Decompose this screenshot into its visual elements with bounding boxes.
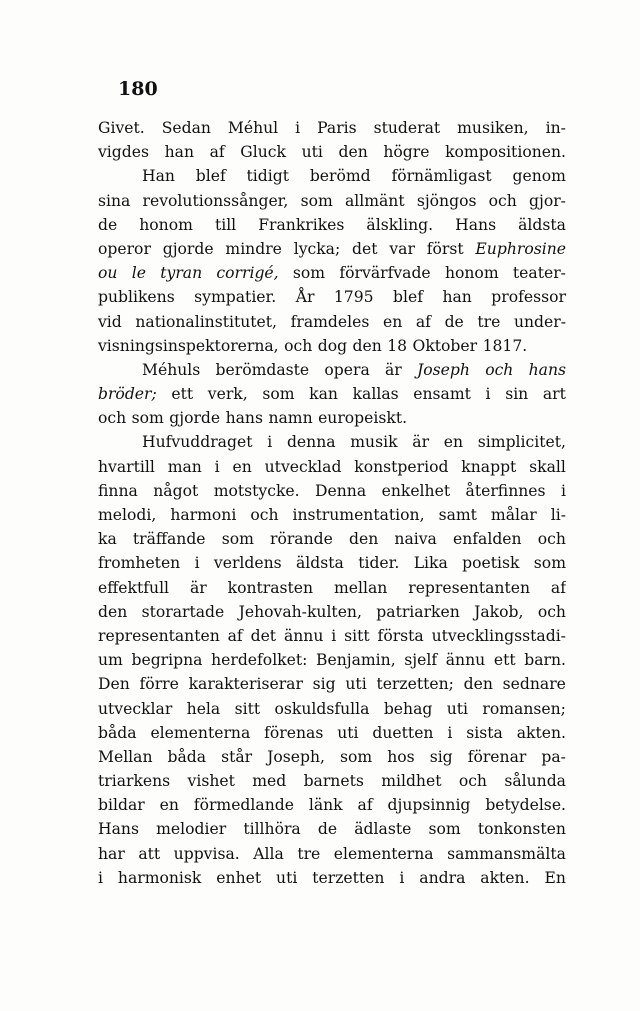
word: och — [250, 506, 279, 524]
word: Lika — [413, 554, 448, 573]
word: de — [98, 215, 118, 234]
text-line — [98, 213, 566, 237]
word: Gluck — [240, 143, 286, 162]
word: En — [544, 868, 566, 887]
word: elementerna — [150, 723, 251, 742]
body-text — [98, 116, 566, 890]
word: är — [189, 578, 207, 597]
word: i — [295, 119, 301, 137]
text-line — [98, 430, 566, 454]
word: gjorde — [169, 409, 221, 428]
word: gjor- — [529, 191, 566, 210]
word: träffande — [132, 530, 206, 549]
word: representanten — [408, 578, 530, 597]
word: vishet — [187, 772, 235, 791]
word: ett — [493, 651, 516, 670]
word: först — [426, 239, 464, 258]
text-line — [98, 817, 566, 841]
page-number: 180 — [118, 78, 158, 100]
word: tillhöra — [243, 820, 301, 839]
word: allmänt — [344, 191, 405, 210]
word: opera — [324, 360, 370, 379]
word: båda — [167, 747, 207, 766]
word: ou — [98, 264, 118, 283]
word: hos — [387, 747, 415, 766]
word: en — [382, 312, 403, 331]
word: Hans — [455, 215, 497, 234]
word: simplicitet, — [477, 433, 566, 452]
word: att — [138, 844, 161, 863]
word: i — [485, 385, 491, 404]
text-line — [98, 551, 566, 575]
word: tre — [297, 844, 321, 863]
word: som — [292, 264, 326, 283]
word: terzetten; — [376, 675, 454, 694]
text-line — [98, 455, 566, 479]
text-line — [98, 624, 566, 648]
word: tyran — [160, 264, 203, 283]
word: Mellan — [98, 747, 153, 766]
word: uti — [337, 723, 359, 742]
word: och — [284, 336, 313, 355]
word: operor — [98, 239, 151, 258]
word: melodier — [156, 820, 227, 839]
word: barnets — [303, 772, 364, 791]
word: sin — [505, 385, 529, 404]
word: ännu — [283, 626, 324, 645]
word: af — [209, 143, 225, 162]
word: han — [442, 288, 472, 307]
word: corrigé, — [216, 264, 279, 283]
word: Joseph — [417, 360, 470, 379]
word: i — [331, 626, 337, 645]
word: professor — [491, 288, 566, 307]
word: tidigt — [246, 167, 290, 186]
word: förenas — [264, 723, 324, 742]
word: berömd — [309, 167, 371, 186]
text-line — [98, 116, 566, 140]
word: Denna — [315, 481, 367, 500]
word: akten. — [516, 723, 566, 742]
word: rörande — [270, 530, 333, 549]
word: honom — [444, 264, 499, 283]
text-line — [98, 842, 566, 866]
word: uti — [345, 675, 367, 694]
word: älskling. — [366, 215, 434, 234]
text-line — [98, 769, 566, 793]
word: och — [458, 772, 487, 791]
word: sjelf — [404, 651, 438, 670]
word: denna — [286, 433, 336, 452]
word: romansen; — [482, 699, 566, 718]
word: li- — [550, 506, 566, 524]
word: uti — [446, 699, 469, 718]
word: något — [153, 481, 199, 500]
word: berömdaste — [215, 360, 310, 379]
word: sig — [429, 747, 453, 766]
word: är — [412, 433, 430, 452]
word: fromheten — [98, 554, 181, 573]
word: utvecklar — [98, 699, 173, 718]
word: som — [300, 191, 333, 210]
word: harmoni — [170, 506, 237, 524]
word: in- — [545, 119, 566, 137]
word: de — [317, 820, 338, 839]
word: länk — [308, 796, 343, 815]
word: oskuldsfulla — [274, 699, 370, 718]
word: sympatier. — [194, 288, 277, 307]
word: Den — [98, 675, 130, 694]
word: Sedan — [161, 119, 211, 137]
word: mindre — [225, 239, 282, 258]
word: barn. — [524, 651, 566, 670]
word: hvartill — [98, 457, 155, 476]
text-line — [98, 721, 566, 745]
word: verldens — [213, 554, 282, 573]
word: duetten — [372, 723, 434, 742]
word: förre — [139, 675, 179, 694]
word: konstperiod — [354, 457, 449, 476]
word: hans — [528, 360, 566, 379]
word: som — [533, 554, 566, 573]
word: en — [232, 457, 252, 476]
text-line — [98, 358, 566, 382]
word: namn — [268, 409, 313, 428]
word: enkelhet — [381, 481, 451, 500]
word: ett — [171, 385, 194, 404]
word: verk, — [207, 385, 248, 404]
word: lycka; — [293, 239, 341, 258]
word: som — [340, 747, 373, 766]
word: uppvisa. — [173, 844, 240, 863]
word: första — [377, 626, 424, 645]
word: kallas — [352, 385, 399, 404]
word: högre — [383, 143, 430, 162]
word: Han — [142, 167, 175, 186]
word: den — [352, 336, 382, 355]
word: mildhet — [381, 772, 442, 791]
word: Jakob, — [474, 602, 524, 621]
word: Méhul — [227, 119, 279, 137]
word: nationalinstitutet, — [135, 312, 278, 331]
text-line — [98, 576, 566, 600]
word: betydelse. — [485, 796, 566, 815]
word: han — [164, 143, 194, 162]
word: enfalden — [453, 530, 522, 549]
word: i — [267, 433, 273, 452]
word: genom — [512, 167, 566, 186]
word: studerat — [373, 119, 441, 137]
word: af — [227, 626, 243, 645]
word: förvärfvade — [339, 264, 431, 283]
word: Benjamin, — [316, 651, 396, 670]
word: är — [385, 360, 402, 379]
word: utvecklingsstadi- — [431, 626, 566, 645]
word: publikens — [98, 288, 175, 307]
word: 18 — [387, 336, 408, 355]
word: samt — [438, 506, 477, 524]
word: kan — [309, 385, 338, 404]
text-line — [98, 648, 566, 672]
word: honom — [139, 215, 193, 234]
word: effektfull — [98, 578, 170, 597]
word: och — [537, 530, 566, 549]
word: i — [447, 723, 453, 742]
text-line — [98, 672, 566, 696]
word: i — [98, 868, 103, 887]
text-line — [98, 189, 566, 213]
word: um — [98, 651, 123, 670]
word: af — [550, 578, 566, 597]
word: skall — [529, 457, 566, 476]
text-line — [98, 697, 566, 721]
text-line — [98, 527, 566, 551]
word: förnämligast — [391, 167, 492, 186]
word: i — [194, 554, 200, 573]
word: och — [485, 360, 514, 379]
word: af — [357, 796, 373, 815]
word: i — [214, 457, 220, 476]
word: hans — [225, 409, 263, 428]
text-line — [98, 866, 566, 890]
word: uti — [276, 868, 298, 887]
word: ka — [98, 530, 117, 549]
word: sammansmälta — [447, 844, 566, 863]
word: en — [443, 433, 464, 452]
text-line — [98, 479, 566, 503]
word: Oktober — [412, 336, 478, 355]
word: vigdes — [98, 143, 149, 162]
word: visningsinspektorerna, — [98, 336, 279, 355]
word: kontrasten — [227, 578, 314, 597]
word: 1795 — [333, 288, 374, 307]
word: sina — [98, 191, 131, 210]
text-line — [98, 503, 566, 527]
word: instrumentation, — [292, 506, 425, 524]
word: mellan — [333, 578, 388, 597]
word: musiken, — [457, 119, 529, 137]
text-line — [98, 745, 566, 769]
word: ädlaste — [354, 820, 412, 839]
word: som — [262, 385, 295, 404]
word: gjorde — [162, 239, 214, 258]
text-line — [98, 237, 566, 261]
word: under- — [513, 312, 566, 331]
word: sitt — [344, 626, 370, 645]
word: poetisk — [462, 554, 520, 573]
word: sig — [312, 675, 336, 694]
text-line — [98, 285, 566, 309]
word: förmedlande — [193, 796, 294, 815]
word: elementerna — [333, 844, 434, 863]
word: revolutionssånger, — [142, 191, 289, 210]
text-line — [98, 310, 566, 334]
word: tonkonsten — [477, 820, 566, 839]
text-line — [98, 382, 566, 406]
text-line — [98, 164, 566, 188]
word: knappt — [461, 457, 517, 476]
word: och — [488, 191, 517, 210]
word: karakteriserar — [188, 675, 303, 694]
text-line — [98, 334, 566, 358]
word: motstycke. — [213, 481, 300, 500]
word: terzetten — [312, 868, 385, 887]
word: står — [221, 747, 253, 766]
word: melodi, — [98, 506, 157, 524]
word: Alla — [253, 844, 284, 863]
word: europeiskt. — [318, 409, 408, 428]
word: återfinnes — [465, 481, 546, 500]
word: patriarken — [376, 602, 460, 621]
word: sista — [466, 723, 503, 742]
word: Euphrosine — [475, 239, 566, 258]
word: har — [98, 844, 125, 863]
word: framdeles — [290, 312, 370, 331]
word: harmonisk — [117, 868, 202, 887]
word: herdefolket: — [211, 651, 308, 670]
word: sjöngos — [416, 191, 477, 210]
word: representanten — [98, 626, 220, 645]
word: som — [131, 409, 164, 428]
text-line — [98, 600, 566, 624]
word: hela — [186, 699, 221, 718]
word: äldsta — [518, 215, 566, 234]
word: le — [131, 264, 146, 283]
word: förenar — [467, 747, 527, 766]
word: vid — [98, 312, 122, 331]
word: den — [463, 675, 493, 694]
word: man — [167, 457, 202, 476]
word: begripna — [131, 651, 203, 670]
word: uti — [301, 143, 323, 162]
word: Joseph, — [267, 747, 326, 766]
word: till — [214, 215, 237, 234]
word: de — [444, 312, 464, 331]
word: Hufvuddraget — [142, 433, 253, 452]
word: finna — [98, 481, 138, 500]
word: sednare — [502, 675, 566, 694]
word: den — [98, 602, 128, 621]
word: teater- — [512, 264, 566, 283]
word: dog — [317, 336, 348, 355]
word: bildar — [98, 796, 145, 815]
word: behag — [383, 699, 433, 718]
word: af — [415, 312, 431, 331]
word: Hans — [98, 820, 139, 839]
word: det — [250, 626, 277, 645]
word: ensamt — [413, 385, 471, 404]
word: tider. — [358, 554, 400, 573]
word: målar — [490, 506, 537, 524]
text-line — [98, 140, 566, 164]
word: i — [560, 481, 566, 500]
word: art — [542, 385, 566, 404]
word: en — [159, 796, 179, 815]
word: kompositionen. — [445, 143, 566, 162]
word: Jehovah-kulten, — [238, 602, 362, 621]
word: 1817. — [482, 336, 528, 355]
word: blef — [393, 288, 423, 307]
word: Méhuls — [142, 360, 201, 379]
word: som — [428, 820, 461, 839]
word: pa- — [541, 747, 566, 766]
word: sålunda — [504, 772, 566, 791]
word: den — [338, 143, 368, 162]
word: Frankrikes — [258, 215, 345, 234]
word: och — [98, 409, 127, 428]
word: äldsta — [296, 554, 344, 573]
word: djupsinnig — [387, 796, 471, 815]
word: tre — [477, 312, 501, 331]
word: det — [352, 239, 378, 258]
word: var — [389, 239, 415, 258]
word: med — [252, 772, 287, 791]
word: triarkens — [98, 772, 171, 791]
word: musik — [350, 433, 398, 452]
word: bröder; — [98, 385, 157, 404]
text-line — [98, 793, 566, 817]
word: båda — [98, 723, 137, 742]
word: andra — [419, 868, 466, 887]
word: utvecklad — [264, 457, 342, 476]
word: Paris — [317, 119, 357, 137]
word: År — [295, 288, 315, 307]
text-line — [98, 406, 566, 430]
word: sitt — [234, 699, 261, 718]
word: i — [399, 868, 405, 887]
word: blef — [195, 167, 226, 186]
word: den — [349, 530, 379, 549]
word: enhet — [216, 868, 262, 887]
word: ännu — [445, 651, 486, 670]
word: Givet. — [98, 119, 145, 137]
word: storartade — [141, 602, 225, 621]
word: naiva — [394, 530, 437, 549]
word: akten. — [480, 868, 530, 887]
word: och — [537, 602, 566, 621]
text-line — [98, 261, 566, 285]
word: som — [221, 530, 254, 549]
